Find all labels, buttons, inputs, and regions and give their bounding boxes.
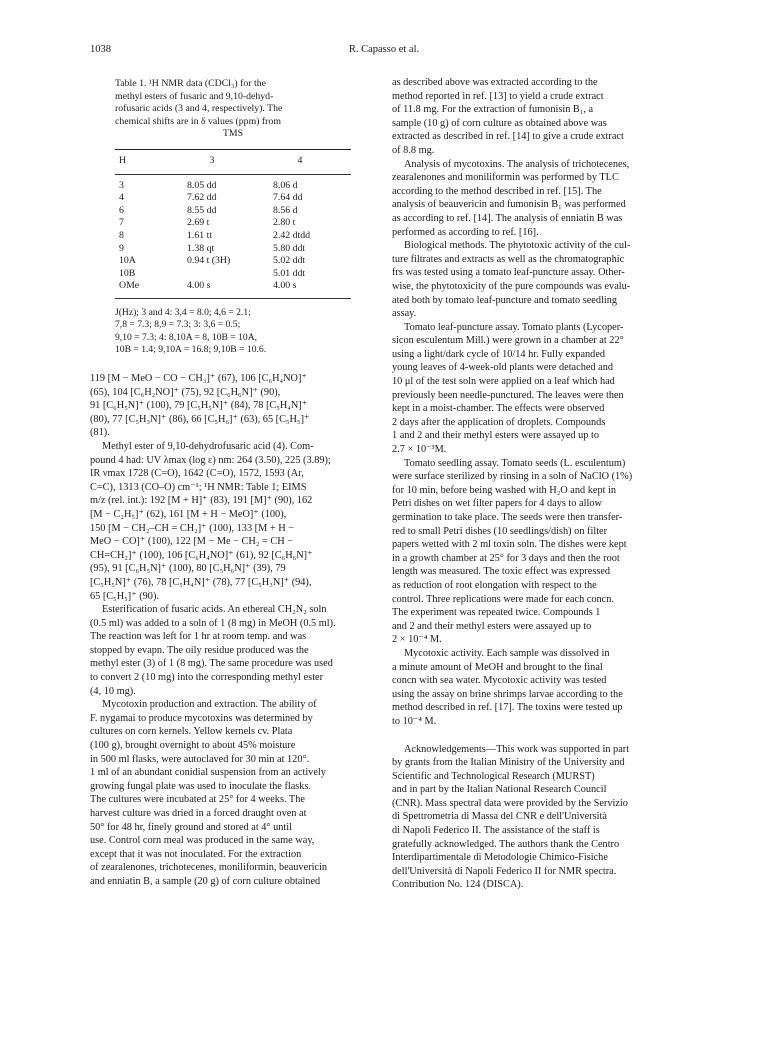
text-line: growing fungal plate was used to inoculate the flasks. [90,780,312,792]
cell-compound-4: 5.01 ddt [273,267,306,279]
paragraph [392,743,679,893]
text-line: harvest culture was dried in a forced draught oven at [90,808,307,819]
caption-line: methyl esters of fusaric and 9,10-dehyd- [115,90,274,102]
text-line: 1 and 2 and their methyl esters were assayed up to [392,430,600,442]
nmr-table [115,78,351,357]
text-line: di Napoli Federico II. The assistance of the staff is [392,825,600,837]
column-header-4: 4 [297,154,303,166]
cell-compound-3 [169,268,255,281]
cell-compound-3: 8.55 dd [187,204,217,216]
cell-h: 7 [119,217,124,229]
text-line: 50° for 48 hr, finely ground and stored at 4° until [90,821,292,833]
cell-compound-3: 0.94 t (3H) [187,255,231,267]
column-header-3: 3 [209,154,215,166]
paragraph [90,698,377,888]
text-line: (80), 77 [C₅H₃N]⁺ (86), 66 [C₅H₆]⁺ (63), 65 [C₅H₅]⁺ [90,413,310,425]
text-line: by grants from the Italian Ministry of the University and [392,757,625,769]
table-caption [115,78,351,141]
cell-compound-4: 5.02 ddt [273,255,306,267]
text-line: young leaves of 4-week-old plants were detached and [392,362,614,374]
text-line: The cultures were incubated at 25° for 4 weeks. The [90,794,305,806]
text-line: MeO − CO]⁺ (100), 122 [M − Me − CH₂ = CH − [90,536,294,548]
left-text-column [90,372,377,889]
cell-h: 3 [119,179,124,191]
text-line: Interdipartimentale di Metodologie Chimico-Fisiche [392,852,608,864]
table-row [115,180,351,193]
text-line: 65 [C₅H₅]⁺ (90). [90,590,159,602]
text-line: 1 ml of an abundant conidial suspension from an actively [90,767,326,779]
text-line: according to the method described in ref. [15]. The [392,185,602,197]
cell-h: OMe [119,280,140,292]
paragraph [90,603,377,698]
paragraph [392,321,679,457]
text-line: [C₅H₅N]⁺ (76), 78 [C₅H₄N]⁺ (78), 77 [C₅H₃N]⁺ (94), [90,576,312,588]
text-line: a minute amount of MeOH and brought to the final [392,661,603,673]
cell-compound-4: 8.06 d [273,179,298,191]
text-line: CH=CH₂]⁺ (100), 106 [C₆H₄NO]⁺ (61), 92 [C₆H₆N]⁺ [90,549,313,561]
text-line: IR νmax 1728 (C=O), 1642 (C=O), 1572, 1593 (Ar, [90,468,304,480]
text-line: m/z (rel. int.): 192 [M + H]⁺ (83), 191 [M]⁺ (90), 162 [90,495,313,507]
running-head: R. Capasso et al. [348,44,420,55]
table-body [115,175,351,298]
cell-h: 10A [119,255,136,267]
text-line: pound 4 had: UV λmax (log ε) nm: 264 (3.50), 225 (3.89); [90,454,331,466]
paragraph [392,239,679,321]
text-line: using the assay on brine shrimps larvae according to the [392,688,623,700]
text-line: red to small Petri dishes (10 seedlings/dish) on filter [392,525,608,537]
text-line: and enniatin B, a sample (20 g) of corn culture obtained [90,875,321,887]
text-line: kept in a moist-chamber. The effects were observed [392,403,605,415]
text-line: in 500 ml flasks, were autoclaved for 30 min at 120°. [90,753,310,765]
text-line: Esterification of fusaric acids. An ethereal CH₂N₂ soln [102,604,327,616]
text-line: analysis of beauvericin and fumonisin B₁ was performed [392,199,626,211]
caption-line: TMS [222,128,244,140]
text-line: di Spettrometria di Massa del CNR e dell'Università [392,811,607,823]
paragraph [90,372,377,440]
text-line: using a light/dark cycle of 10/14 hr. Fully expanded [392,348,606,360]
column-header-h: H [119,154,127,166]
text-line: [M − C₂H₅]⁺ (62), 161 [M + H − MeO]⁺ (100), [90,508,287,520]
text-line: The experiment was repeated twice. Compounds 1 [392,607,601,619]
cell-h: 4 [119,192,124,204]
text-line: to 10⁻⁴ M. [392,715,437,727]
text-line: Scientific and Technological Research (MURST) [392,770,595,782]
text-line: length was measured. The toxic effect was expressed [392,566,611,578]
footnote-line: 10B = 1.4; 9,10A = 16.8; 9,10B = 10.6. [115,344,267,356]
text-line: in a growth chamber at 25° for 3 days and then the root [392,552,620,564]
text-line: 119 [M − MeO − CO − CH₃]⁺ (67), 106 [C₆H₄NO]⁺ [90,373,307,384]
text-line: and 2 and their methyl esters were assayed up to [392,620,592,632]
text-line: wise, the phytotoxicity of the pure compounds was evalu- [392,280,631,292]
text-line: as described above was extracted according to the [392,77,598,88]
text-line: (81). [90,427,110,439]
text-line: extracted as described in ref. [14] to give a crude extract [392,131,624,143]
cell-compound-4: 2.80 t [273,217,296,229]
text-line: of zearalenones, trichotecenes, moniliformin, beauvericin [90,862,328,874]
table-row [115,280,351,293]
text-line: assay. [392,308,417,320]
paragraph [392,76,679,158]
text-line: 2 days after the application of droplets. Compounds [392,416,606,428]
text-line: Mycotoxic activity. Each sample was dissolved in [404,647,610,659]
text-line: Petri dishes on wet filter papers for 4 days to allow [392,498,602,510]
text-line: previously been needle-punctured. The leaves were then [392,389,624,401]
text-line: ated both by tomato leaf-puncture and tomato seedling [392,294,618,306]
table-row [115,255,351,268]
text-line: concn with sea water. Mycotoxic activity was tested [392,675,607,687]
cell-h: 10B [119,267,136,279]
text-line: to convert 2 (10 mg) into the corresponding methyl ester [90,672,324,684]
text-line: of 8.8 mg. [392,144,435,156]
text-line: performed as according to ref. [16]. [392,226,539,238]
text-line: of 11.8 mg. For the extraction of fumonisin B₁, a [392,104,594,116]
text-line: except that it was not inoculated. For the extraction [90,848,302,860]
text-line: Mycotoxin production and extraction. The ability of [102,699,317,711]
caption-line: Table 1. ¹H NMR data (CDCl₃) for the [115,78,266,89]
table-row [115,230,351,243]
text-line: frs was tested using a tomato leaf-puncture assay. Other- [392,267,625,279]
text-line: 2 × 10⁻⁴ M. [392,634,442,646]
text-line: ture filtrates and extracts as well as the chromatographic [392,253,625,265]
text-line: and in part by the Italian National Research Council [392,784,607,796]
cell-compound-4: 2.42 dtdd [273,229,311,241]
text-line: papers wetted with 2 ml toxin soln. The dishes were kept [392,539,627,551]
cell-h: 9 [119,242,124,254]
text-line: 150 [M − CH₂–CH = CH₂]⁺ (100), 133 [M + H − [90,522,295,534]
table-row [115,268,351,281]
text-line: 10 μl of the test soln were applied on a leaf which had [392,376,615,388]
footnote-line: 7,8 = 7.3; 8,9 = 7.3; 3: 3,6 = 0.5; [115,319,241,331]
footnote-line: J(Hz); 3 and 4: 3,4 = 8.0; 4,6 = 2.1; [115,306,251,318]
text-line: Methyl ester of 9,10-dehydrofusaric acid (4). Com- [102,440,314,452]
table-row [115,205,351,218]
text-line: use. Control corn meal was produced in the same way, [90,835,315,847]
cell-compound-3: 8.05 dd [187,179,217,191]
table-row [115,217,351,230]
cell-h: 6 [119,204,124,216]
paragraph [90,440,377,603]
text-line: (4, 10 mg). [90,685,136,697]
text-line: as reduction of root elongation with respect to the [392,579,597,591]
text-line: germination to take place. The seeds were then transfer- [392,512,623,523]
right-text-column [392,76,679,892]
text-line: Analysis of mycotoxins. The analysis of trichotecenes, [404,158,630,170]
footnote-line: 9,10 = 7.3; 4: 8,10A = 8, 10B = 10A, [115,331,258,343]
cell-compound-4: 5.80 ddt [273,242,306,254]
text-line: C=C), 1313 (CO–O) cm⁻¹; ¹H NMR: Table 1; EIMS [90,481,307,493]
text-line: sicon esculentum Mill.) were grown in a chamber at 22° [392,335,624,347]
text-line: Acknowledgements—This work was supported in part [404,743,630,755]
text-line: Tomato seedling assay. Tomato seeds (L. esculentum) [404,457,626,469]
table-row [115,192,351,205]
cell-compound-3: 2.69 t [187,217,210,229]
cell-compound-3: 4.00 s [187,280,211,292]
text-line: zearalenones and moniliformin was performed by TLC [392,172,619,184]
cell-compound-4: 8.56 d [273,204,298,216]
caption-line: chemical shifts are in δ values (ppm) from [115,115,281,127]
paragraph [392,158,679,240]
text-line: (CNR). Mass spectral data were provided by the Servizio [392,797,628,809]
text-line: methyl ester (3) of 1 (8 mg). The same procedure was used [90,658,333,670]
text-line: (65), 104 [C₆H₂NO]⁺ (75), 92 [C₆H₆N]⁺ (90), [90,386,281,398]
text-line: F. nygamai to produce mycotoxins was determined by [90,712,313,724]
table-header-row [115,150,351,174]
text-line: (100 g), brought overnight to about 45% moisture [90,740,296,752]
table-row [115,243,351,256]
text-line: for 10 min, before being washed with H₂O and kept in [392,484,617,496]
caption-line: rofusaric acids (3 and 4, respectively). The [115,103,283,115]
text-line: sample (10 g) of corn culture as obtained above was [392,117,607,129]
text-line: as according to ref. [14]. The analysis of enniatin B was [392,212,623,224]
cell-compound-3: 7.62 dd [187,192,217,204]
cell-compound-4: 4.00 s [273,280,297,292]
paragraph [392,647,679,729]
text-line: cultures on corn kernels. Yellow kernels cv. Plata [90,726,293,738]
text-line: 2.7 × 10⁻³M. [392,444,447,456]
paragraph [392,457,679,647]
cell-compound-4: 7.64 dd [273,192,303,204]
text-line: 91 [C₆H₅N]⁺ (100), 79 [C₅H₅N]⁺ (84), 78 [C₅H₄N]⁺ [90,400,308,412]
text-line: Biological methods. The phytotoxic activity of the cul- [404,240,631,252]
text-line: method described in ref. [17]. The toxins were tested up [392,702,623,714]
cell-h: 8 [119,229,124,241]
cell-compound-3: 1.61 tt [187,229,213,241]
text-line: The reaction was left for 1 hr at room temp. and was [90,631,307,643]
text-line: control. Three replications were made for each concn. [392,593,614,605]
text-line: Tomato leaf-puncture assay. Tomato plants (Lycoper- [404,321,624,333]
text-line: (0.5 ml) was added to a soln of 1 (8 mg) in MeOH (0.5 ml). [90,617,336,629]
text-line: (95), 91 [C₆H₅N]⁺ (100), 80 [C₅H₆N]⁺ (39), 79 [90,563,286,575]
text-line: dell'Università di Napoli Federico II for NMR spectra. [392,865,617,877]
text-line: gratefully acknowledged. The authors thank the Centro [392,838,620,850]
table-footnote [115,299,351,357]
cell-compound-3: 1.38 qt [187,242,215,254]
text-line: stopped by evapn. The oily residue produced was the [90,644,309,656]
text-line: were surface sterilized by rinsing in a soln of NaClO (1%) [392,471,633,483]
text-line: method reported in ref. [13] to yield a crude extract [392,90,604,102]
text-line: Contribution No. 124 (DISCA). [392,879,524,891]
page-number: 1038 [90,44,111,55]
